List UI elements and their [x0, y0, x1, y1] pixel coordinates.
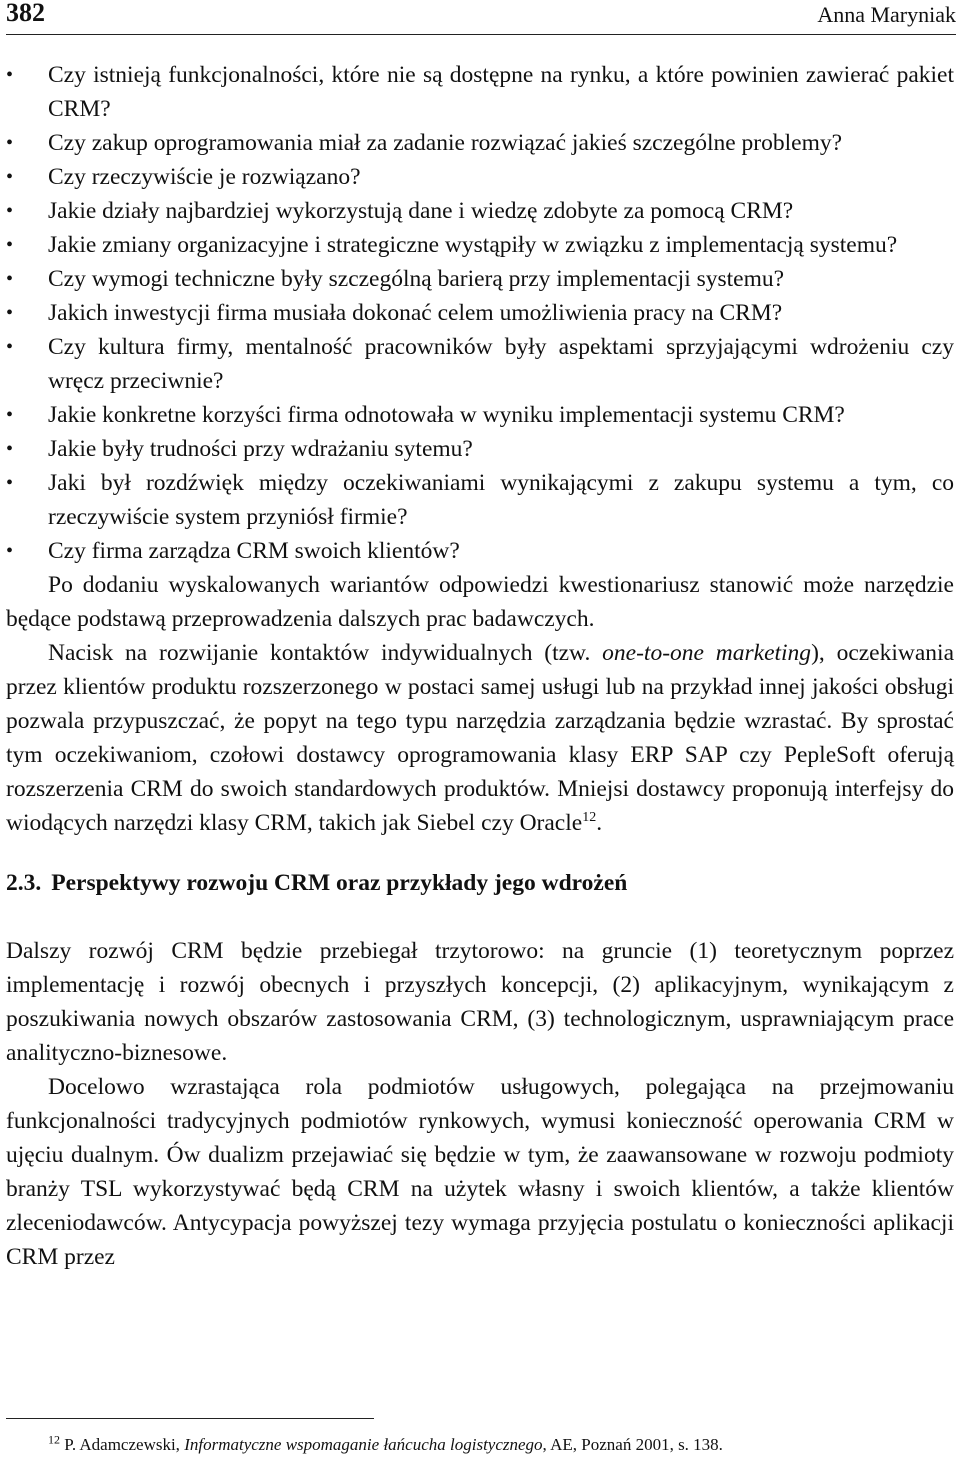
question-list — [6, 58, 954, 568]
list-item: • Czy istnieją funkcjonalności, które nie są dostępne na rynku, a które powinien zawierać pakiet CRM? — [6, 58, 954, 126]
footnote-number: 12 — [48, 1432, 60, 1447]
italic-term: one-to-one marketing — [602, 640, 812, 666]
running-head-author: Anna Maryniak — [817, 2, 956, 27]
list-item: • Czy wymogi techniczne były szczególną barierą przy implementacji systemu? — [6, 262, 954, 296]
section-number: 2.3. — [6, 870, 42, 896]
paragraph-questionnaire: Po dodaniu wyskalowanych wariantów odpowiedzi kwestionariusz stanowić może narzędzie będące podstawą przeprowadzenia dalszych prac badawczych. — [6, 572, 954, 632]
footnote-divider — [6, 1418, 374, 1419]
footnote-title: Informatyczne wspomaganie łańcucha logistycznego — [184, 1435, 543, 1454]
list-item: • Jaki był rozdźwięk między oczekiwaniami wynikającymi z zakupu systemu a tym, co rzeczywiście system przyniósł firmie? — [6, 466, 954, 534]
paragraph-one-to-one — [6, 636, 954, 840]
footnote — [48, 1433, 948, 1457]
section-title: Perspektywy rozwoju CRM oraz przykłady jego wdrożeń — [51, 870, 628, 896]
list-item: • Jakie zmiany organizacyjne i strategiczne wystąpiły w związku z implementacją systemu? — [6, 228, 954, 262]
footnote-details: , AE, Poznań 2001, s. 138. — [542, 1435, 723, 1454]
list-item: • Czy rzeczywiście je rozwiązano? — [6, 160, 954, 194]
paragraph-text: ), oczekiwania przez klientów produktu rozszerzonego w postaci samej usługi lub na przykład innej jakości obsługi pozwala przypuszczać, że popyt na tego typu narzędzia zarządzania będzie wzrastać. By sprostać tym oczekiwaniom, czołowi dostawcy oprogramowania klasy ERP SAP czy PepleSoft oferują rozszerzenia CRM do swoich standardowych produktów. Mniejsi dostawcy proponują interfejsy do wiodących narzędzi klasy CRM, takich jak Siebel czy Oracle — [6, 640, 954, 836]
list-item: • Jakie konkretne korzyści firma odnotowała w wyniku implementacji systemu CRM? — [6, 398, 954, 432]
list-item: • Czy firma zarządza CRM swoich klientów? — [6, 534, 954, 568]
paragraph-dualism: Docelowo wzrastająca rola podmiotów usługowych, polegająca na przejmowaniu funkcjonalności tradycyjnych podmiotów rynkowych, wymusi konieczność operowania CRM w ujęciu dualnym. Ów dualizm przejawiać się będzie w tym, że zaawansowane w rozwoju podmioty branży TSL wykorzystywać będą CRM na użytek własny i swoich klientów, a także klientów zleceniodawców. Antycypacja powyższej tezy wymaga przyjęcia postulatu o konieczności aplikacji CRM przez — [6, 1074, 954, 1270]
footnote-author: P. Adamczewski, — [64, 1435, 185, 1454]
paragraph-text: . — [596, 810, 603, 836]
list-item: • Czy zakup oprogramowania miał za zadanie rozwiązać jakieś szczególne problemy? — [6, 126, 954, 160]
list-item: • Jakie były trudności przy wdrażaniu sytemu? — [6, 432, 954, 466]
page-header — [6, 0, 956, 35]
list-item: • Czy kultura firmy, mentalność pracowników były aspektami sprzyjającymi wdrożeniu czy wręcz przeciwnie? — [6, 330, 954, 398]
footnote-reference: 12 — [582, 810, 597, 826]
page-body — [6, 58, 954, 1274]
page-number: 382 — [6, 0, 45, 27]
paragraph-text: Nacisk na rozwijanie kontaktów indywidualnych (tzw. — [48, 640, 603, 666]
list-item: • Jakie działy najbardziej wykorzystują dane i wiedzę zdobyte za pomocą CRM? — [6, 194, 954, 228]
paragraph-development: Dalszy rozwój CRM będzie przebiegał trzytorowo: na gruncie (1) teoretycznym poprzez implementację i rozwój obecnych i przyszłych koncepcji, (2) aplikacyjnym, wynikającym z poszukiwania nowych obszarów zastosowania CRM, (3) technologicznym, usprawniającym prace analityczno-biznesowe. — [6, 938, 954, 1066]
section-heading — [6, 866, 954, 900]
list-item: • Jakich inwestycji firma musiała dokonać celem umożliwienia pracy na CRM? — [6, 296, 954, 330]
